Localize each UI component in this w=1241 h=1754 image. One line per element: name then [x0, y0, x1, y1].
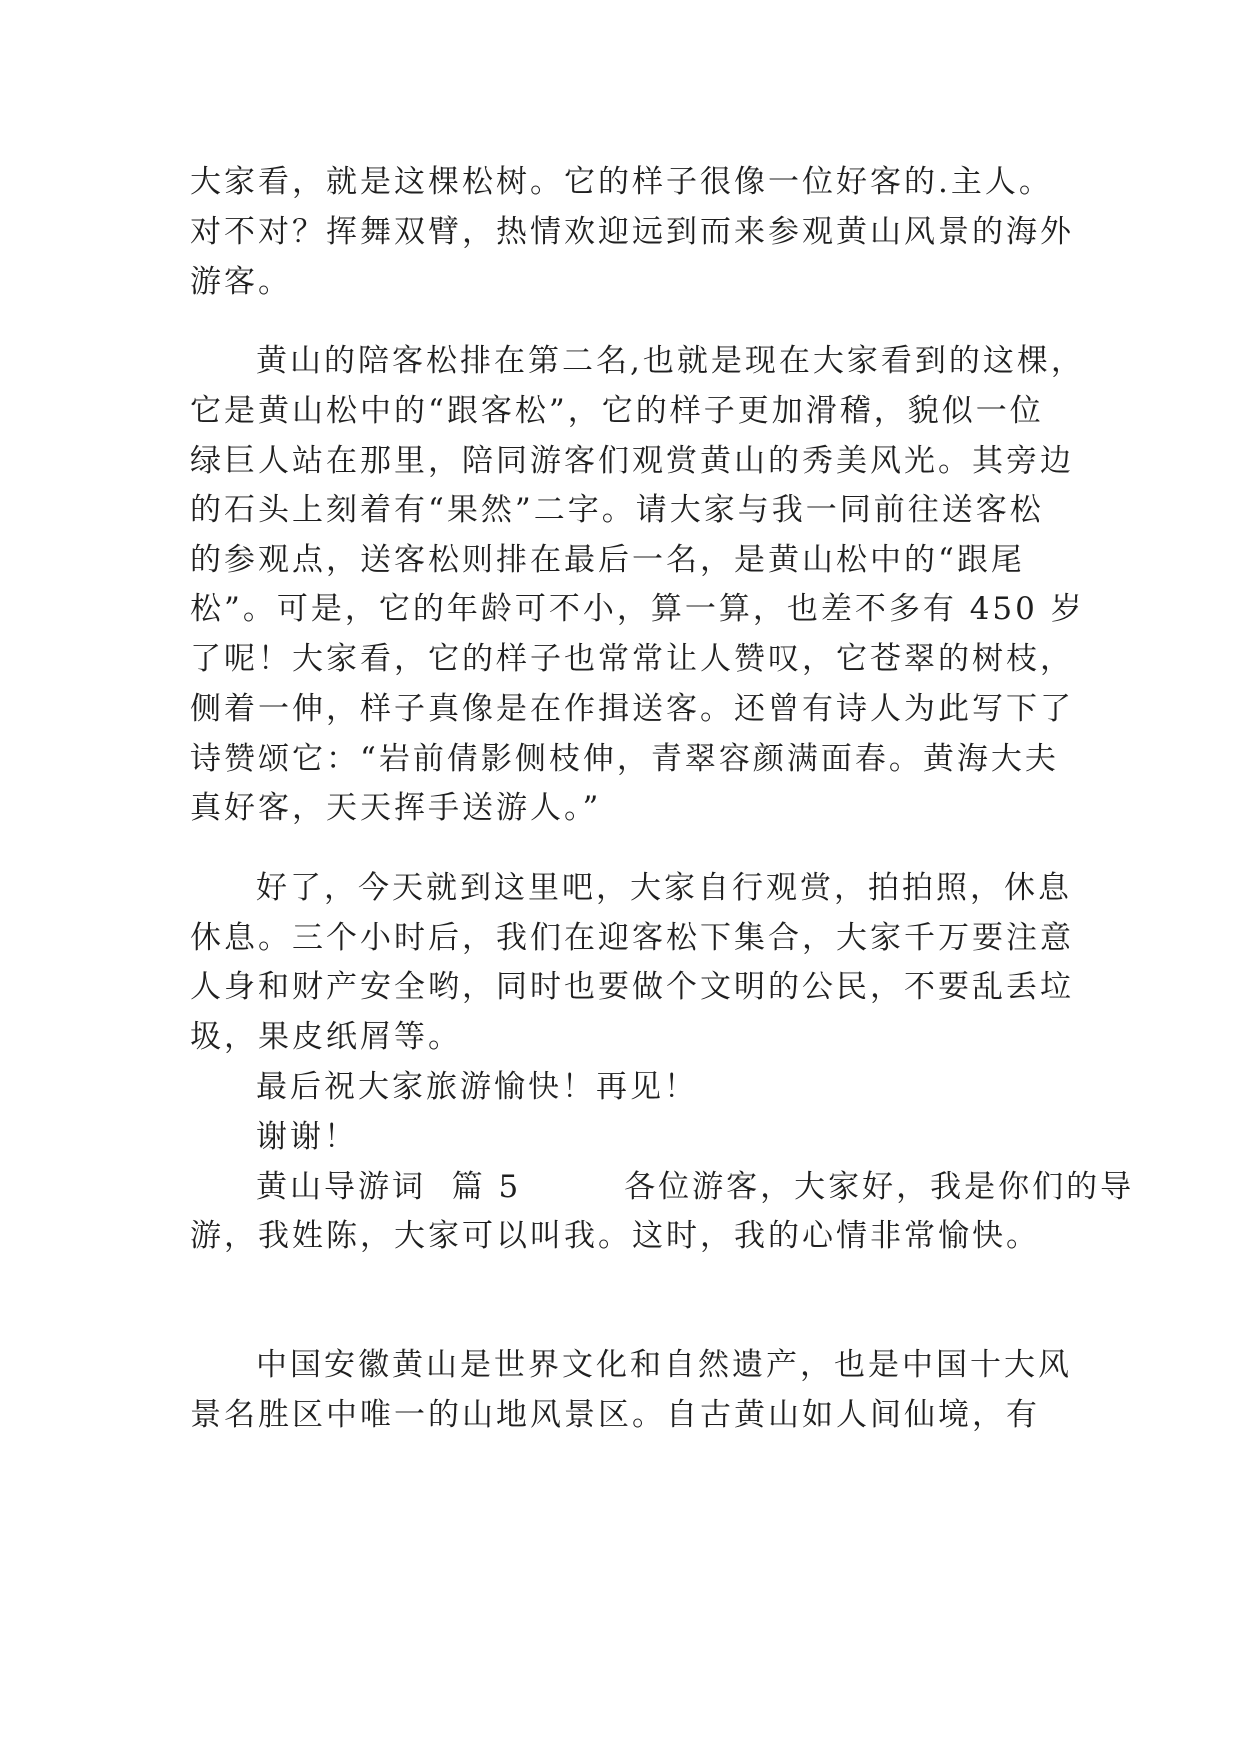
text-line-23: 景名胜区中唯一的山地风景区。自古黄山如人间仙境，有: [190, 1397, 1040, 1433]
text-line-12: 诗赞颂它：“岩前倩影侧枝伸，青翠容颜满面春。黄海大夫: [190, 741, 1059, 777]
text-line-18: 最后祝大家旅游愉快！再见！: [256, 1069, 698, 1105]
text-line-8: 的参观点，送客松则排在最后一名，是黄山松中的“跟尾: [190, 542, 1025, 578]
text-line-6: 绿巨人站在那里，陪同游客们观赏黄山的秀美风光。其旁边: [190, 443, 1074, 479]
text-line-4: 黄山的陪客松排在第二名,也就是现在大家看到的这棵，: [256, 343, 1085, 379]
text-line-9: 松”。可是，它的年龄可不小，算一算，也差不多有 450 岁: [190, 591, 1085, 627]
text-line-14: 好了，今天就到这里吧，大家自行观赏，拍拍照，休息: [256, 870, 1072, 906]
text-line-1: 大家看，就是这棵松树。它的样子很像一位好客的.主人。: [190, 164, 1053, 200]
text-line-21: 游，我姓陈，大家可以叫我。这时，我的心情非常愉快。: [190, 1218, 1040, 1254]
text-line-15: 休息。三个小时后，我们在迎客松下集合，大家千万要注意: [190, 920, 1074, 956]
text-line-16: 人身和财产安全哟，同时也要做个文明的公民，不要乱丢垃: [190, 969, 1074, 1005]
text-line-5: 它是黄山松中的“跟客松”，它的样子更加滑稽，貌似一位: [190, 393, 1044, 429]
text-line-2: 对不对？挥舞双臂，热情欢迎远到而来参观黄山风景的海外: [190, 214, 1074, 250]
text-line-19: 谢谢！: [256, 1119, 358, 1155]
text-line-20: 黄山导游词 篇 5 各位游客，大家好，我是你们的导: [256, 1169, 1135, 1205]
text-line-17: 圾，果皮纸屑等。: [190, 1019, 462, 1055]
text-line-13: 真好客，天天挥手送游人。”: [190, 790, 602, 826]
text-line-7: 的石头上刻着有“果然”二字。请大家与我一同前往送客松: [190, 492, 1044, 528]
text-line-3: 游客。: [190, 264, 292, 300]
text-line-10: 了呢！大家看，它的样子也常常让人赞叹，它苍翠的树枝，: [190, 641, 1074, 677]
text-line-11: 侧着一伸，样子真像是在作揖送客。还曾有诗人为此写下了: [190, 691, 1074, 727]
text-line-22: 中国安徽黄山是世界文化和自然遗产，也是中国十大风: [256, 1347, 1072, 1383]
